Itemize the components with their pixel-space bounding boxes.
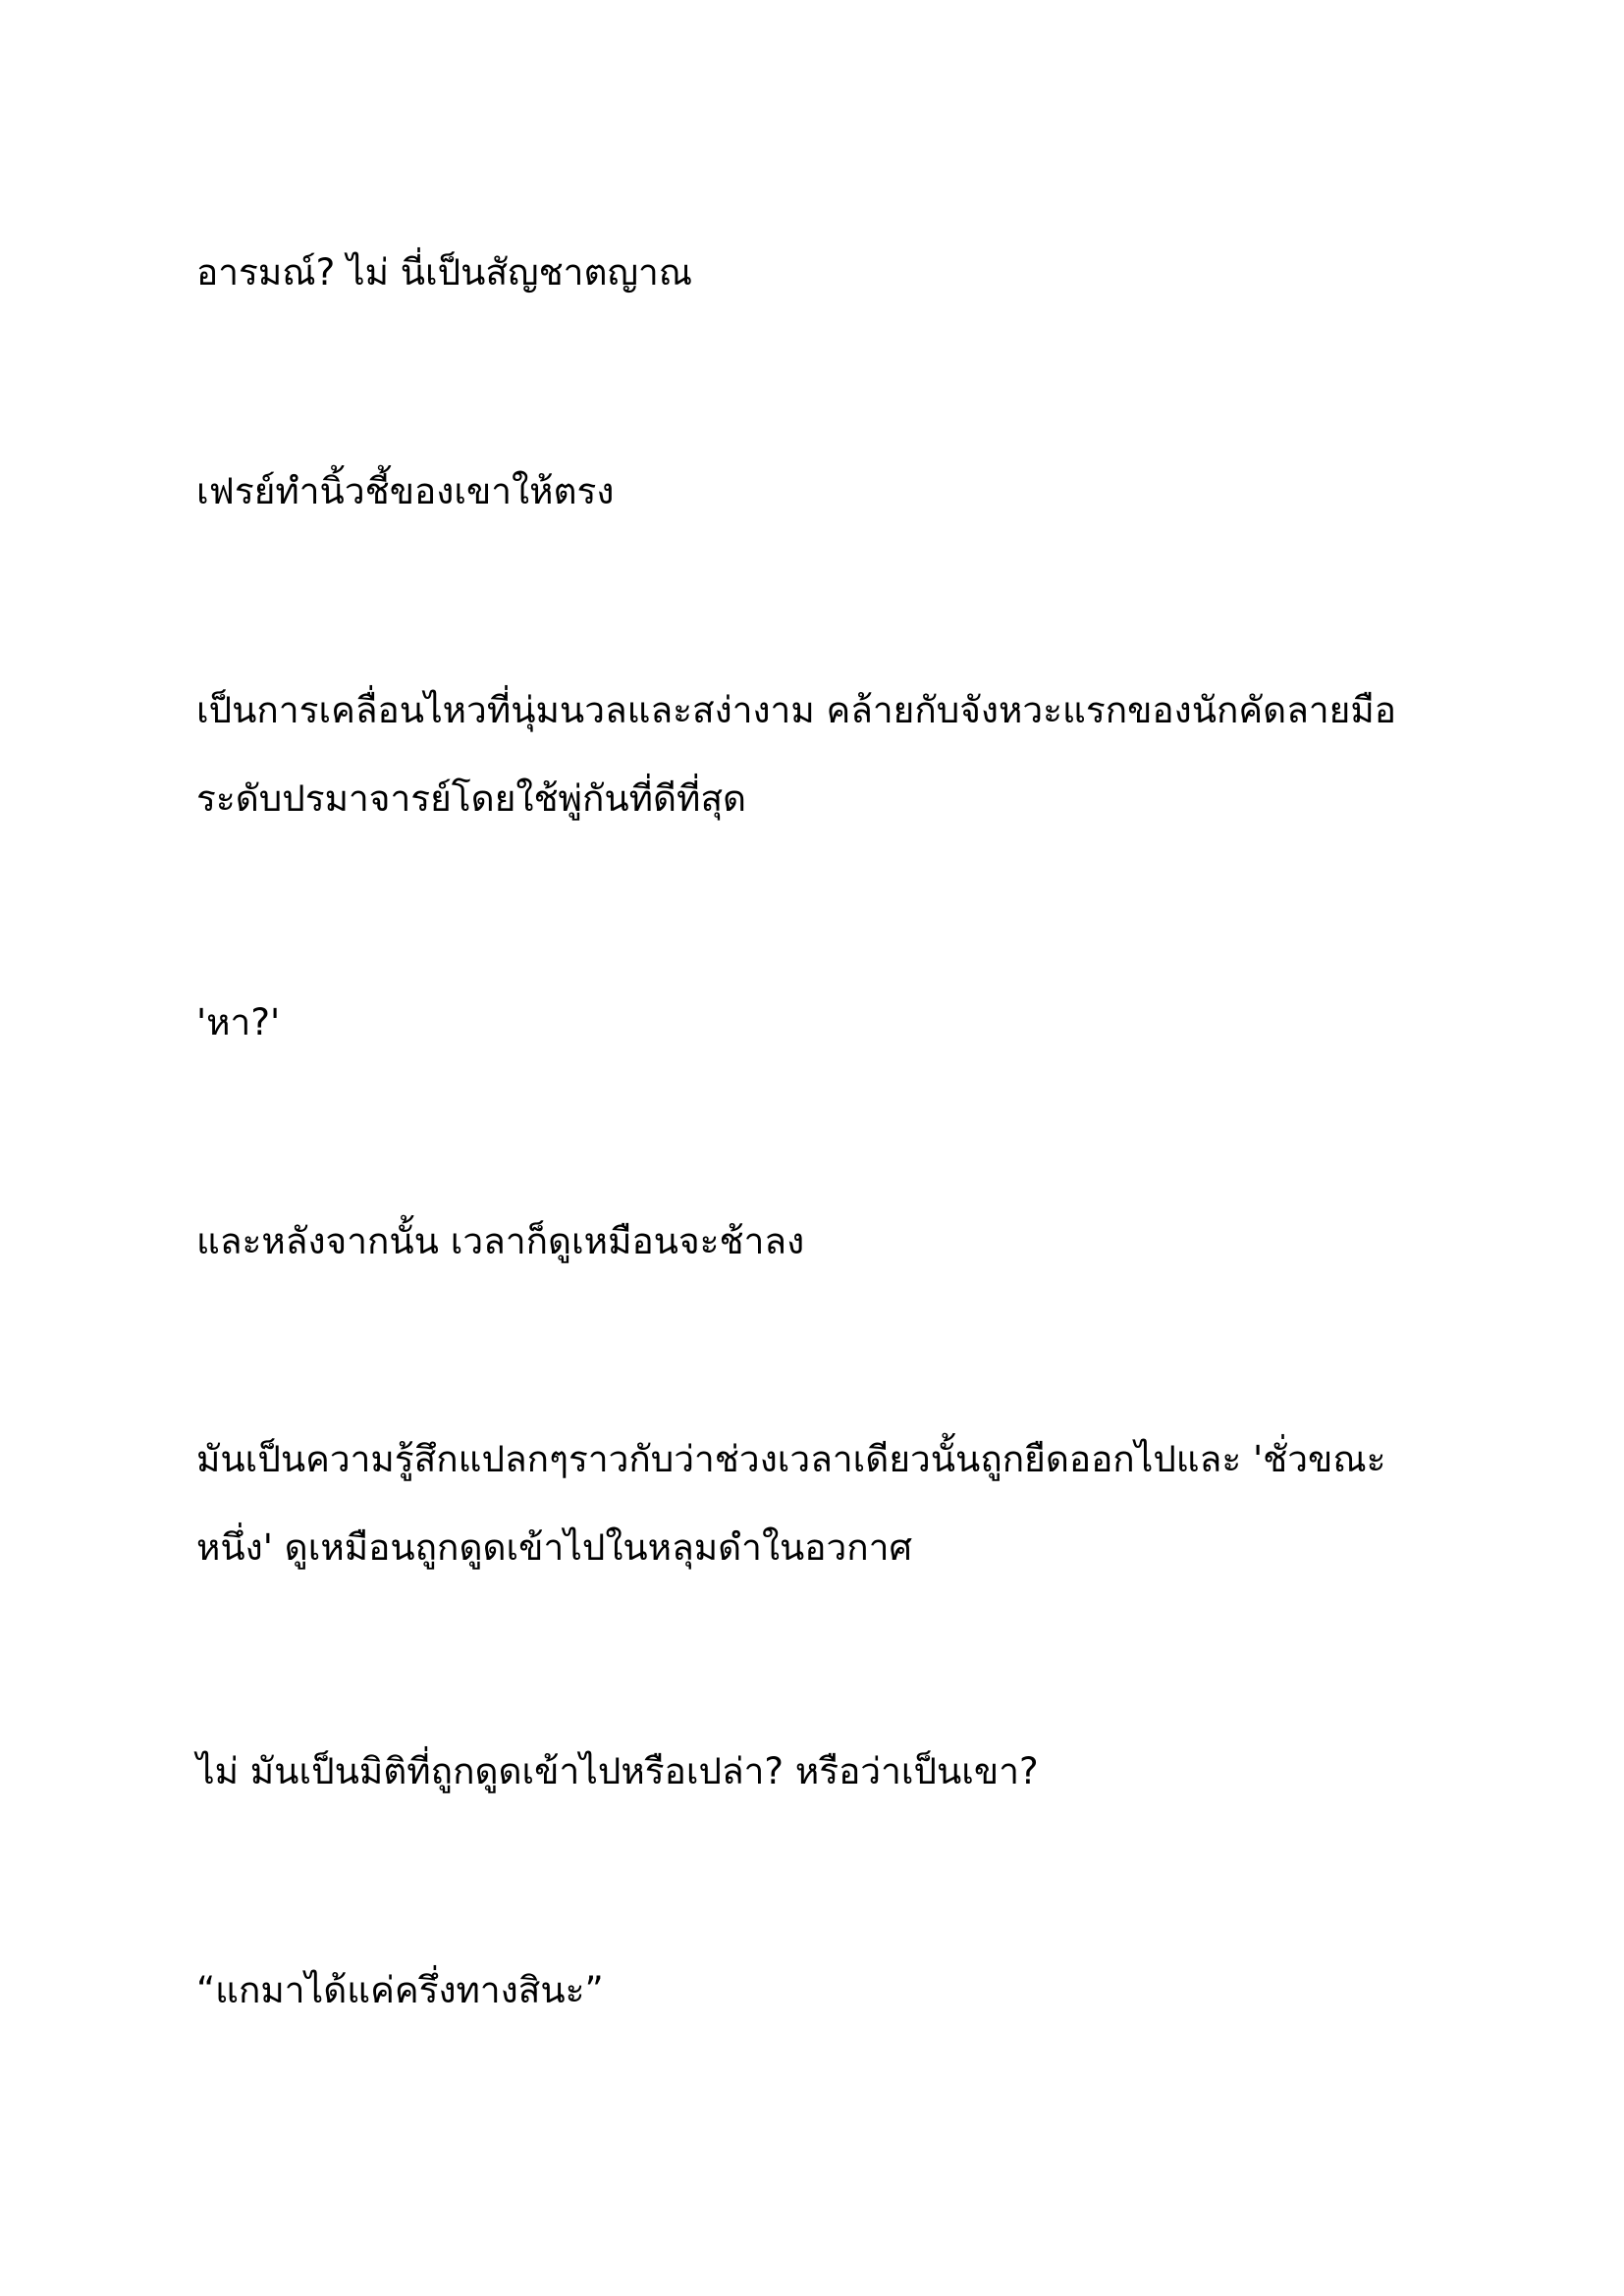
paragraph: มันเป็นความรู้สึกแปลกๆราวกับว่าช่วงเวลาเดียวนั้นถูกยืดออกไปและ 'ชั่วขณะหนึ่ง' ดูเหมือนถูกดูดเข้าไปในหลุมดำในอวกาศ — [196, 1438, 1386, 1569]
paragraph: ไม่ มันเป็นมิติที่ถูกดูดเข้าไปหรือเปล่า? หรือว่าเป็นเขา? — [196, 1750, 1039, 1792]
paragraph: และหลังจากนั้น เวลาก็ดูเหมือนจะช้าลง — [196, 1220, 805, 1262]
paragraph: “แกมาได้แค่ครึ่งทางสินะ” — [196, 1969, 604, 2011]
paragraph: เป็นการเคลื่อนไหวที่นุ่มนวลและสง่างาม คล้ายกับจังหวะแรกของนักคัดลายมือระดับปรมาจารย์โดยใช้พู่กันที่ดีที่สุด — [196, 689, 1396, 820]
paragraph: เฟรย์ทำนิ้วชี้ของเขาให้ตรง — [196, 470, 615, 512]
paragraph: อารมณ์? ไม่ นี่เป็นสัญชาตญาณ — [196, 251, 693, 294]
paragraph: 'หา?' — [196, 1001, 281, 1043]
